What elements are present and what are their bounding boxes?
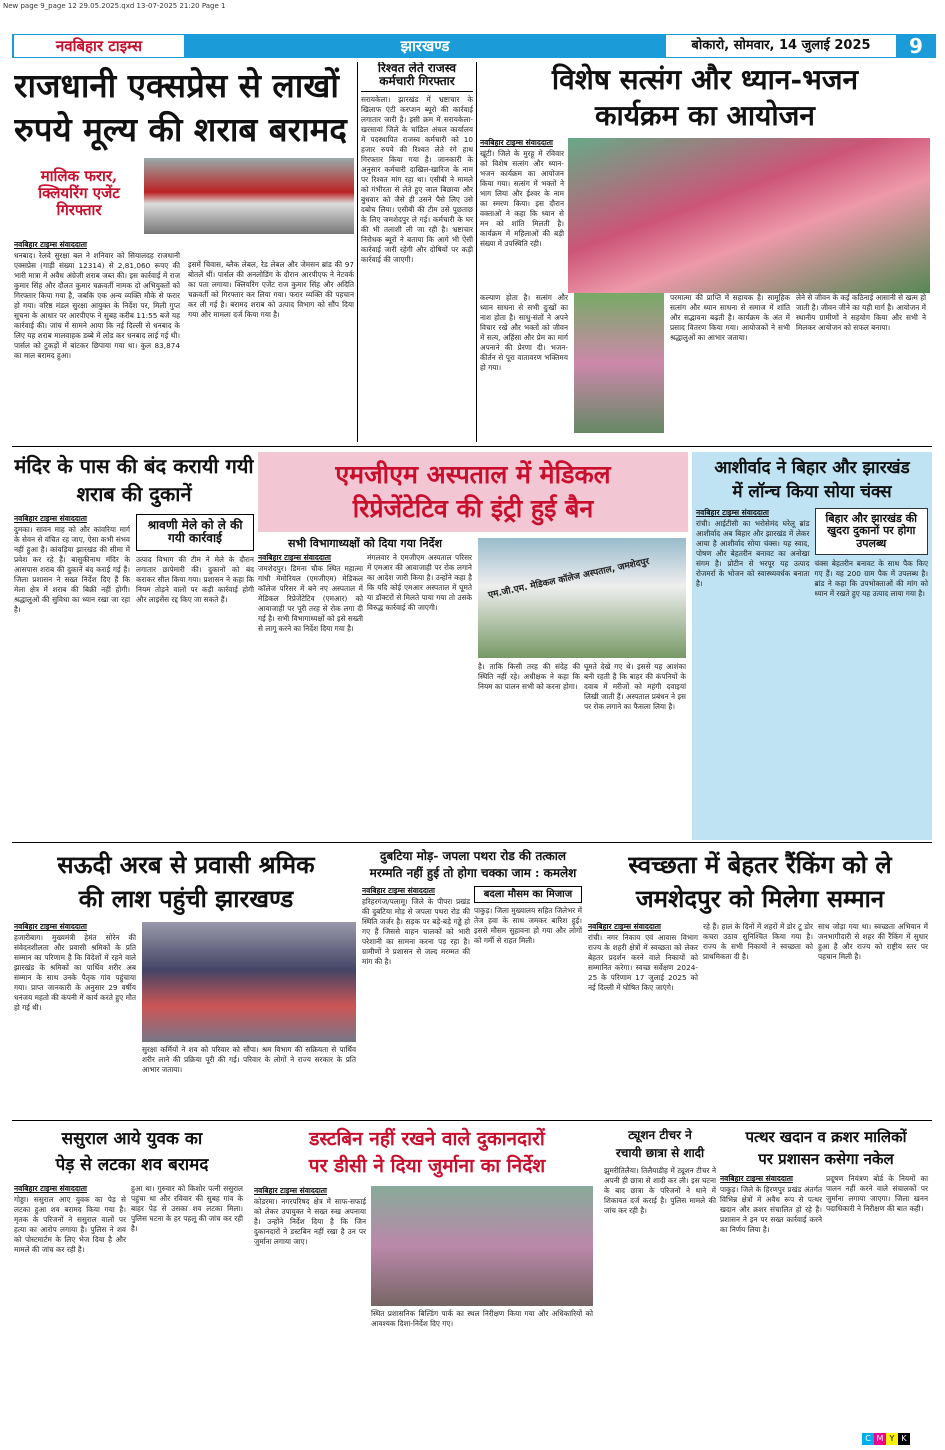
article-body: धनबाद। रेलवे सुरक्षा बल ने शनिवार को सियालदह राजधानी एक्सप्रेस (गाड़ी संख्या 12314) से 2,81,060 रूपए की भारी मात्रा में अवैध अंग्रेजी शराब जब्त की। इस कार्रवाई में राज कुमार सिंह और दौलत कुमार चक्रवर्ती नामक दो अभियुक्तों को गिरफ्तार किया गया है, जबकि एक अन्य व्यक्ति मौके से फरार हो गया। वरिष्ठ मंडल सुरक्षा आयुक्त के निर्देश पर, मिली गुप्त सूचना के आधार पर आरपीएफ ने सुबह करीब 11:55 बजे यह कार्रवाई की। जांच में सामने आया कि नई दिल्ली से धनबाद के लिए यह शराब मालवाहक डब्बे में लोड कर धनबाद लाई गई थी। पार्सल को टुकड़ों में बांटकर छिपाया गया था। कुल 83,874 का माल बरामद हुआ। [14,251,180,360]
article-body-2: हुआ था। गुरुवार को किशोर पत्नी ससुराल पहुंचा था और रविवार की सुबह गांव के बाहर पेड़ से उसका शव लटका मिला। पुलिस घटना के हर पहलू की जांच कर रही है। [131,1184,243,1233]
byline: नवबिहार टाइम्स संवाददाता [14,1184,87,1193]
headline: ट्यूशन टीचर ने रचायी छात्रा से शादी [615,1128,705,1160]
topline: New page 9_page 12 29.05.2025.qxd 13-07-2025 21:20 Page 1 [3,2,226,10]
article-body: जमशेदपुर। डिमना चौक स्थित महात्मा गांधी मेमोरियल (एमजीएम) मेडिकल कॉलेज परिसर में बने नए अस्पताल में मेडिकल रिप्रेजेंटेटिव (एमआर) को आवाजाही पर पूरी तरह से रोक लगा दी गई है। सभी विभागाध्यक्षों को इसे सख्ती से लागू करने का निर्देश दिया गया है। [258,564,363,634]
article-cleanliness-ranking [588,848,932,1118]
cmyk-y: Y [886,1433,898,1445]
headline: एमजीएम अस्पताल में मेडिकल रिप्रेजेंटेटिव की इंट्री हुई बैन [258,452,688,532]
byline: नवबिहार टाइम्स संवाददाता [258,553,331,563]
photo-caption: एम.जी.एम. मेडिकल कॉलेज अस्पताल, जमशेदपुर [487,556,651,601]
headline: राजधानी एक्सप्रेस से लाखों रुपये मूल्य की शराब बरामद [14,66,347,149]
article-road-repair [362,848,584,1118]
headline: आशीर्वाद ने बिहार और झारखंड में लॉन्च किया सोया चंक्स [714,458,910,502]
article-tuition-teacher [604,1126,716,1426]
article-body-3: साथ जोड़ा गया था। स्वच्छता अभियान में जनभागीदारी से शहर की रैंकिंग में सुधार हुआ है और राज्य को राष्ट्रीय स्तर पर पहचान मिली है। [818,922,928,961]
article-body: हरिहरगंज/पलामू। जिले के पीपरा प्रखंड की दुबटिया मोड़ से जपला पथरा रोड की स्थिति जर्जर है। सड़क पर बड़े-बड़े गड्ढे हो गए हैं जिससे वाहन चालकों को भारी परेशानी का सामना करना पड़ रहा है। ग्रामीणों ने प्रशासन से जल्द मरम्मत की मांग की है। [362,897,470,966]
masthead-bar [12,34,936,58]
subheadline: मालिक फरार, क्लियरिंग एजेंट गिरफ्तार [38,167,120,219]
page-number: 9 [909,34,923,58]
dateline: बोकारो, सोमवार, 14 जुलाई 2025 [666,35,896,57]
section-title: झारखण्ड [400,37,450,55]
headline: डस्टबिन नहीं रखने वाले दुकानदारों पर डीसी ने दिया जुर्माना का निर्देश [308,1128,546,1177]
article-liquor-seizure [14,64,354,504]
article-body: रांची। आईटीसी का भरोसेमंद घरेलू ब्रांड आशीर्वाद अब बिहार और झारखंड में लेकर आया है आशीर्वाद सोया चंक्स। यह स्वाद, पोषण और बेहतरीन बनावट का अनोखा संगम है। प्रोटीन से भरपूर यह उत्पाद रोजमर्रा के भोजन को स्वास्थ्यवर्धक बनाता है। [696,519,810,588]
subheadline-box: बिहार और झारखंड की खुदरा दुकानों पर होगा उपलब्ध [815,508,929,555]
byline: नवबिहार टाइम्स संवाददाता [254,1186,327,1195]
byline: नवबिहार टाइम्स संवाददाता [14,240,87,249]
article-satsang [480,62,930,444]
headline: स्वच्छता में बेहतर रैंकिंग को ले जमशेदपुर को मिलेगा सम्मान [628,850,892,913]
cmyk-marks [862,1433,910,1445]
article-liquor-shops [14,452,254,840]
byline: नवबिहार टाइम्स संवाददाता [362,886,435,895]
article-body: रांची। नगर निकाय एवं आवास विभाग राज्य के शहरी क्षेत्रों में स्वच्छता को लेकर बेहतर प्रदर्शन करने वाले निकायों को सम्मानित करेगा। स्वच्छ सर्वेक्षण 2024-25 के परिणाम 17 जुलाई 2025 को नई दिल्ली में घोषित किए जाएंगे। [588,933,698,992]
article-mgm-hospital [258,452,688,840]
article-body-2: प्रदूषण नियंत्रण बोर्ड के नियमों का पालन नहीं करने वाले संचालकों पर जुर्माना लगाया जाएगा। जिला खनन पदाधिकारी ने निरीक्षण की बात कही। [826,1174,928,1213]
article-body: झुमरीतिलैया। तिलैयाडीह में ट्यूशन टीचर ने अपनी ही छात्रा से शादी कर ली। इस घटना के बाद छात्रा के परिजनों ने थाने में शिकायत दर्ज कराई है। पुलिस मामले की जांच कर रही है। [604,1166,716,1215]
satsang-photo-2 [574,293,664,433]
satsang-photo [568,138,930,293]
article-body-2: मंगलवार ने एमजीएम अस्पताल परिसर में एमआर की आवाजाही पर रोक लगाने का आदेश जारी किया है। उन्होंने कहा है कि यदि कोई एमआर अस्पताल में घूमते या डॉक्टरों से मिलते पाया गया तो उसके विरुद्ध कार्रवाई की जाएगी। [367,553,472,613]
article-dustbin-fine [254,1126,600,1426]
subheadline-box: बदला मौसम का मिजाज [474,886,582,903]
headline: दुबटिया मोड़- जपला पथरा रोड की तत्काल मरम्मति नहीं हुई तो होगा चक्का जाम : कमलेश [369,849,577,880]
byline: नवबिहार टाइम्स संवाददाता [14,922,87,931]
inspection-photo [371,1186,593,1306]
article-body-2: पाकुड़। जिला मुख्यालय सहित जिलेभर में तेज हवा के साथ जमकर बारिश हुई। इससे मौसम सुहावना हो गया और लोगों को गर्मी से राहत मिली। [474,906,582,946]
byline: नवबिहार टाइम्स संवाददाता [588,922,661,931]
cmyk-k: K [898,1433,910,1445]
article-body: पाकुड़। जिले के हिरणपुर प्रखंड अंतर्गत विभिन्न क्षेत्रों में अवैध रूप से पत्थर खदान और क्रशर संचालित हो रहे हैं। प्रशासन ने इन पर सख्त कार्रवाई करने का निर्णय लिया है। [720,1185,822,1234]
article-body-2: स्थित प्रशासनिक बिल्डिंग पार्क का स्थल निरीक्षण किया गया और अधिकारियों को आवश्यक दिशा-निर्देश दिए गए। [371,1309,593,1328]
train-photo [144,158,354,234]
headline: ससुराल आये युवक का पेड़ से लटका शव बरामद [55,1129,209,1175]
article-body-2: चंक्स बेहतरीन बनावट के साथ पैक किए गए हैं। यह 200 ग्राम पैक में उपलब्ध है। ब्रांड ने कहा कि उपभोक्ताओं की मांग को ध्यान में रखते हुए यह उत्पाद लाया गया है। [814,558,928,598]
brand: नवबिहार टाइम्स [14,35,184,57]
article-body: गोड्डा। ससुराल आए युवक का पेड़ से लटका हुआ शव बरामद किया गया है। मृतक के परिजनों ने ससुराल वालों पर हत्या का आरोप लगाया है। पुलिस ने शव को पोस्टमार्टम के लिए भेज दिया है और मामले की जांच कर रही है। [14,1195,126,1254]
headline: मंदिर के पास की बंद करायी गयी शराब की दुकानें [14,454,254,506]
article-body-2: इसमें चिवास, ब्लैक लेबल, रेड लेबल और जेमसन ब्रांड की 97 बोतलें थीं। पार्सल की अनलोडिंग के दौरान आरपीएफ ने नेटवर्क का पता लगाया। क्लियरिंग एजेंट राज कुमार सिंह और अदिति चक्रवर्ती को गिरफ्तार कर लिया गया। फरार व्यक्ति की पहचान कर ली गई है। बरामद शराब को उत्पाद विभाग को सौंप दिया गया और मामला दर्ज किया गया है। [188,260,354,319]
article-body-2: सुरक्षा कर्मियों ने शव को परिवार को सौंपा। श्रम विभाग की सक्रियता से पार्थिव शरीर लाने की प्रक्रिया पूरी की गई। परिवार के लोगों ने राज्य सरकार के प्रति आभार जताया। [142,1045,356,1074]
article-body: सरायकेला। झारखंड में भ्रष्टाचार के खिलाफ एंटी करप्शन ब्यूरो की कार्रवाई लगातार जारी है। इसी क्रम में सरायकेला-खरसावां जिले के चांडिल अंचल कार्यालय में पदस्थापित राजस्व कर्मचारी को 10 हजार रुपये की रिश्वत लेते रंगे हाथ गिरफ्तार किया गया है। जानकारी के अनुसार कर्मचारी दाखिल-खारिज के नाम पर रिश्वत मांग रहा था। एसीबी ने मामले को गंभीरता से लेते हुए जाल बिछाया और बुधवार को जैसे ही उसने पैसे लिए उसे दबोच लिया। एसीबी की टीम उसे पूछताछ के लिए जमशेदपुर ले गई। कर्मचारी के घर की भी तलाशी ली जा रही है। भ्रष्टाचार निरोधक ब्यूरो ने बताया कि आगे भी ऐसी कार्रवाई जारी रहेगी और दोषियों पर कड़ी कार्रवाई की जाएगी। [361,94,473,264]
headline: विशेष सत्संग और ध्यान-भजन कार्यक्रम का आयोजन [551,63,859,132]
byline: नवबिहार टाइम्स संवाददाता [480,138,553,147]
article-body: कोडरमा। नगरपरिषद क्षेत्र में साफ-सफाई को लेकर उपायुक्त ने सख्त रुख अपनाया है। उन्होंने निर्देश दिया है कि जिन दुकानदारों ने डस्टबिन नहीं रखा है उन पर जुर्माना लगाया जाए। [254,1197,366,1246]
headline: पत्थर खदान व क्रशर मालिकों पर प्रशासन कसेगा नकेल [745,1128,907,1168]
article-body-2: उत्पाद विभाग की टीम ने मेले के दौरान लगातार छापेमारी की। दुकानों को बंद कराकर सील किया गया। प्रशासन ने कहा कि नियम तोड़ने वालों पर कड़ी कार्रवाई होगी और लाइसेंस रद्द किए जा सकते हैं। [136,554,254,604]
article-body: हजारीबाग। मुख्यमंत्री हेमंत सोरेन की संवेदनशीलता और प्रवासी श्रमिकों के प्रति सम्मान का परिणाम है कि विदेशों में रहने वाले झारखंड के श्रमिकों का पार्थिव शरीर अब सम्मान के साथ उनके पैतृक गांव पहुंचाया गया। प्राप्त जानकारी के अनुसार 29 वर्षीय धनंजय महतो की कंपनी में कार्य करते हुए मौत हो गई थी। [14,933,136,1012]
article-soya-chunks [692,452,932,840]
byline: नवबिहार टाइम्स संवाददाता [14,514,87,523]
article-body-3: है। ताकि किसी तरह की संदेह की स्थिति नहीं रहे। अधीक्षक ने कहा कि नियम का पालन सभी को करना होगा। [478,662,580,691]
article-body: दुमका। सावन माह को और कांवरिया मार्ग के सेवन से वंचित रह जाए, ऐसा कभी संभव नहीं हुआ है। कांवड़िया झारखंड की सीमा में प्रवेश कर रहे हैं। बासुकीनाथ मंदिर के आसपास शराब की दुकानें बंद कराई गई हैं। जिला प्रशासन ने सख्त निर्देश दिए हैं कि मेला क्षेत्र में शराब की बिक्री नहीं होगी। श्रद्धालुओं की सुविधा का ध्यान रखा जा रहा है। [14,525,130,614]
headline: सऊदी अरब से प्रवासी श्रमिक की लाश पहुंची झारखण्ड [57,850,315,913]
article-body-2: रहे हैं। हाल के दिनों में शहरों में डोर टू डोर कचरा उठाव सुनिश्चित किया गया है। राज्य के सभी निकायों ने स्वच्छता को प्राथमिकता दी है। [703,922,813,961]
article-bribery [361,62,473,442]
article-saudi-worker [14,848,358,1118]
article-body-4: घूमते देखे गए थे। इससे यह आशंका बनी रहती है कि बाहर की कंपनियों के दवाब में मरीजों को महंगी दवाइयां लिखी जाती हैं। अस्पताल प्रबंधन ने इस पर रोक लगाने का फैसला लिया है। [584,662,686,711]
headline: रिश्वत लेते राजस्व कर्मचारी गिरफ्तार [361,62,473,92]
article-body-3: परमात्मा की प्राप्ति में सहायक है। सामूहिक सत्संग और ध्यान साधना से समाज में शांति और सद्भावना बढ़ती है। कार्यक्रम के अंत में प्रसाद वितरण किया गया। आयोजकों ने सभी श्रद्धालुओं का आभार जताया। [670,293,790,342]
hospital-photo [478,538,686,658]
cmyk-m: M [874,1433,886,1445]
airport-photo [142,922,356,1042]
article-body-4: लेने से जीवन के कई कठिनाई आसानी से खत्म हो जाती है। जीवन जीने का यही मार्ग है। आयोजन में स्थानीय ग्रामीणों ने सहयोग किया और सभी ने मिलकर आयोजन को सफल बनाया। [796,293,926,332]
cmyk-c: C [862,1433,874,1445]
article-body-2: कल्याण होता है। सत्संग और ध्यान साधना से सभी दुःखों का नाश होता है। साधु-संतों ने अपने विचार रखे और भक्तों को जीवन में सत्य, अहिंसा और प्रेम का मार्ग अपनाने की प्रेरणा दी। भजन-कीर्तन से पूरा वातावरण भक्तिमय हो गया। [480,293,568,372]
article-stone-quarry [720,1126,932,1426]
subheadline-box: श्रावणी मेले को ले की गयी कार्रवाई [136,514,254,551]
article-youth-body-found [14,1126,250,1426]
byline: नवबिहार टाइम्स संवाददाता [696,508,769,517]
subheadline: सभी विभागाध्यक्षों को दिया गया निर्देश [288,537,442,550]
byline: नवबिहार टाइम्स संवाददाता [720,1174,793,1183]
article-body: खूंटी। जिले के मुरहू में रविवार को विशेष सत्संग और ध्यान-भजन कार्यक्रम का आयोजन किया गया। सत्संग में भक्तों ने भाग लिया और ईश्वर के नाम का स्मरण किया। इस दौरान वक्ताओं ने कहा कि ध्यान से मन को शांति मिलती है। कार्यक्रम में महिलाओं की बड़ी संख्या में उपस्थिति रही। [480,149,564,248]
